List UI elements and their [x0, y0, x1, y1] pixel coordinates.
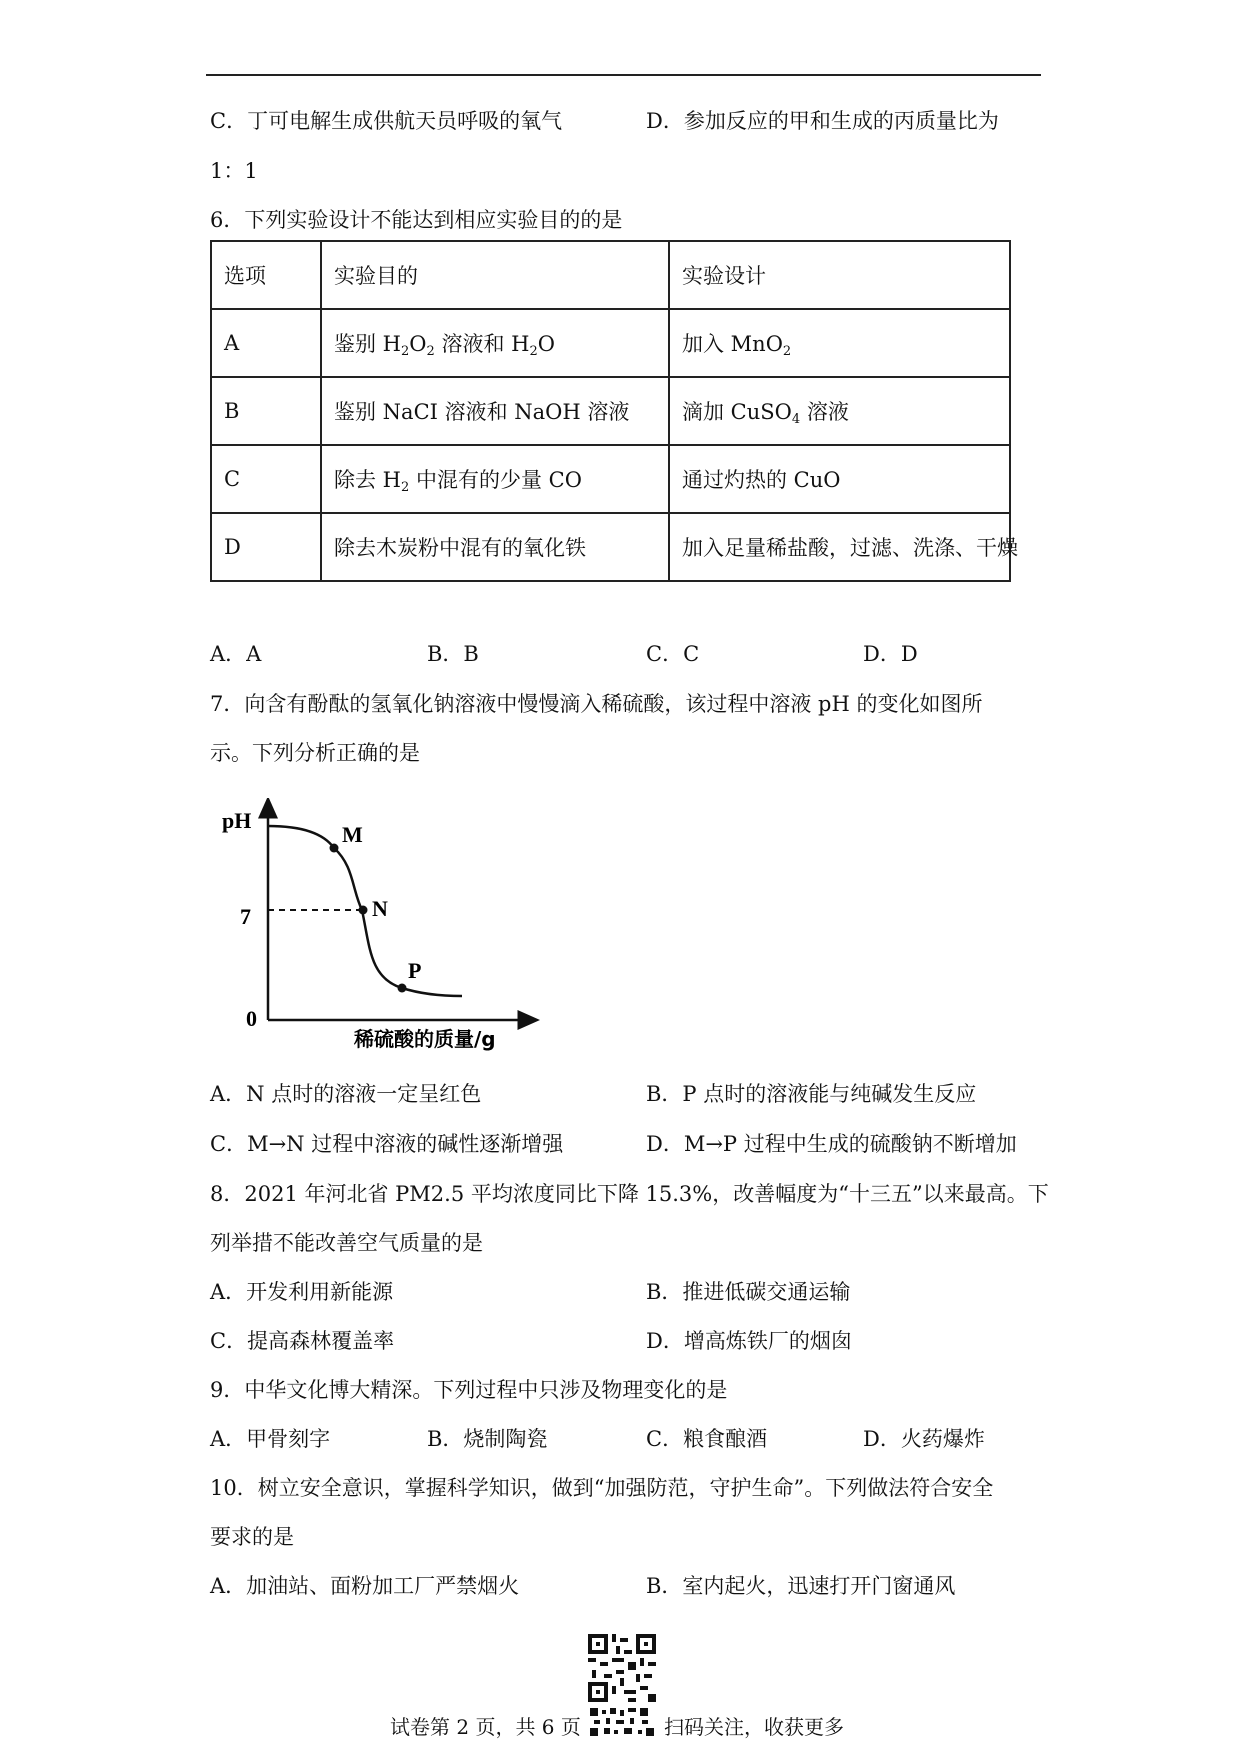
question-7-line-1: 7．向含有酚酞的氢氧化钠溶液中慢慢滴入稀硫酸，该过程中溶液 pH 的变化如图所	[210, 692, 983, 716]
x-axis-label: 稀硫酸的质量/g	[354, 1027, 496, 1051]
question-8-line-1: 8．2021 年河北省 PM2.5 平均浓度同比下降 15.3%，改善幅度为“十三五”以来最高。下	[210, 1182, 1049, 1206]
row-design: 滴加 CuSO$_4$ 溶液	[669, 377, 1010, 445]
experiment-table	[210, 240, 1018, 582]
q5-option-c: C．丁可电解生成供航天员呼吸的氧气	[210, 109, 563, 133]
q5-option-d-continued: 1：1	[210, 159, 258, 183]
point-m-label: M	[342, 822, 363, 847]
y-tick-label: 0	[246, 1006, 257, 1031]
table-header: 实验设计	[669, 241, 1010, 309]
q7-option-a: A．N 点时的溶液一定呈红色	[210, 1082, 482, 1106]
row-design: 通过灼热的 CuO	[669, 445, 1010, 513]
row-goal: 鉴别 NaCI 溶液和 NaOH 溶液	[321, 377, 669, 445]
table-header-row	[211, 241, 1010, 309]
table-row	[211, 309, 1010, 377]
row-goal: 除去木炭粉中混有的氧化铁	[321, 513, 669, 581]
row-option: A	[211, 309, 321, 377]
point-n	[359, 906, 368, 915]
scan-follow-text: 扫码关注，收获更多	[664, 1715, 844, 1739]
q6-option-c: C．C	[646, 642, 700, 666]
q7-option-c: C．M→N 过程中溶液的碱性逐渐增强	[210, 1132, 564, 1156]
table-row	[211, 513, 1010, 581]
point-p-label: P	[408, 958, 422, 983]
question-7-line-2: 示。下列分析正确的是	[210, 741, 420, 765]
q6-option-a: A．A	[210, 642, 262, 666]
q8-option-b: B．推进低碳交通运输	[646, 1280, 851, 1304]
ph-chart	[212, 798, 542, 1058]
q9-option-a: A．甲骨刻字	[210, 1427, 331, 1451]
q6-option-b: B．B	[427, 642, 479, 666]
q8-option-c: C．提高森林覆盖率	[210, 1329, 395, 1353]
q10-option-a: A．加油站、面粉加工厂严禁烟火	[210, 1574, 520, 1598]
point-n-label: N	[372, 896, 388, 921]
q6-option-d: D．D	[863, 642, 918, 666]
row-option: B	[211, 377, 321, 445]
row-goal: 鉴别 $H_2O_2$ 溶液和 $H_2O$	[321, 309, 669, 377]
table-header: 实验目的	[321, 241, 669, 309]
q9-option-c: C．粮食酿酒	[646, 1427, 768, 1451]
row-design: 加入足量稀盐酸，过滤、洗涤、干燥	[669, 513, 1010, 581]
row-option: D	[211, 513, 321, 581]
table-row	[211, 377, 1010, 445]
q5-option-d: D．参加反应的甲和生成的丙质量比为	[646, 109, 999, 133]
question-9: 9．中华文化博大精深。下列过程中只涉及物理变化的是	[210, 1378, 728, 1402]
qr-code-icon[interactable]	[588, 1634, 656, 1702]
q10-option-b: B．室内起火，迅速打开门窗通风	[646, 1574, 956, 1598]
y-axis-label: pH	[222, 808, 252, 833]
row-design: 加入 MnO$_2$	[669, 309, 1010, 377]
y-tick-label: 7	[240, 904, 251, 929]
point-p	[398, 984, 407, 993]
q9-option-b: B．烧制陶瓷	[427, 1427, 548, 1451]
row-option: C	[211, 445, 321, 513]
page-number: 试卷第 2 页，共 6 页	[390, 1715, 581, 1739]
q8-option-d: D．增高炼铁厂的烟囱	[646, 1329, 852, 1353]
question-10-line-1: 10．树立安全意识，掌握科学知识，做到“加强防范，守护生命”。下列做法符合安全	[210, 1476, 994, 1500]
question-6: 6．下列实验设计不能达到相应实验目的的是	[210, 208, 623, 232]
question-10-line-2: 要求的是	[210, 1525, 294, 1549]
q7-option-b: B．P 点时的溶液能与纯碱发生反应	[646, 1082, 977, 1106]
table-header: 选项	[211, 241, 321, 309]
table-row	[211, 445, 1010, 513]
qr-strip-icon	[590, 1708, 654, 1736]
q9-option-d: D．火药爆炸	[863, 1427, 985, 1451]
q7-option-d: D．M→P 过程中生成的硫酸钠不断增加	[646, 1132, 1017, 1156]
row-goal: 除去 $H_2$ 中混有的少量 CO	[321, 445, 669, 513]
header-rule	[206, 74, 1041, 76]
question-8-line-2: 列举措不能改善空气质量的是	[210, 1231, 483, 1255]
point-m	[330, 844, 339, 853]
q8-option-a: A．开发利用新能源	[210, 1280, 394, 1304]
